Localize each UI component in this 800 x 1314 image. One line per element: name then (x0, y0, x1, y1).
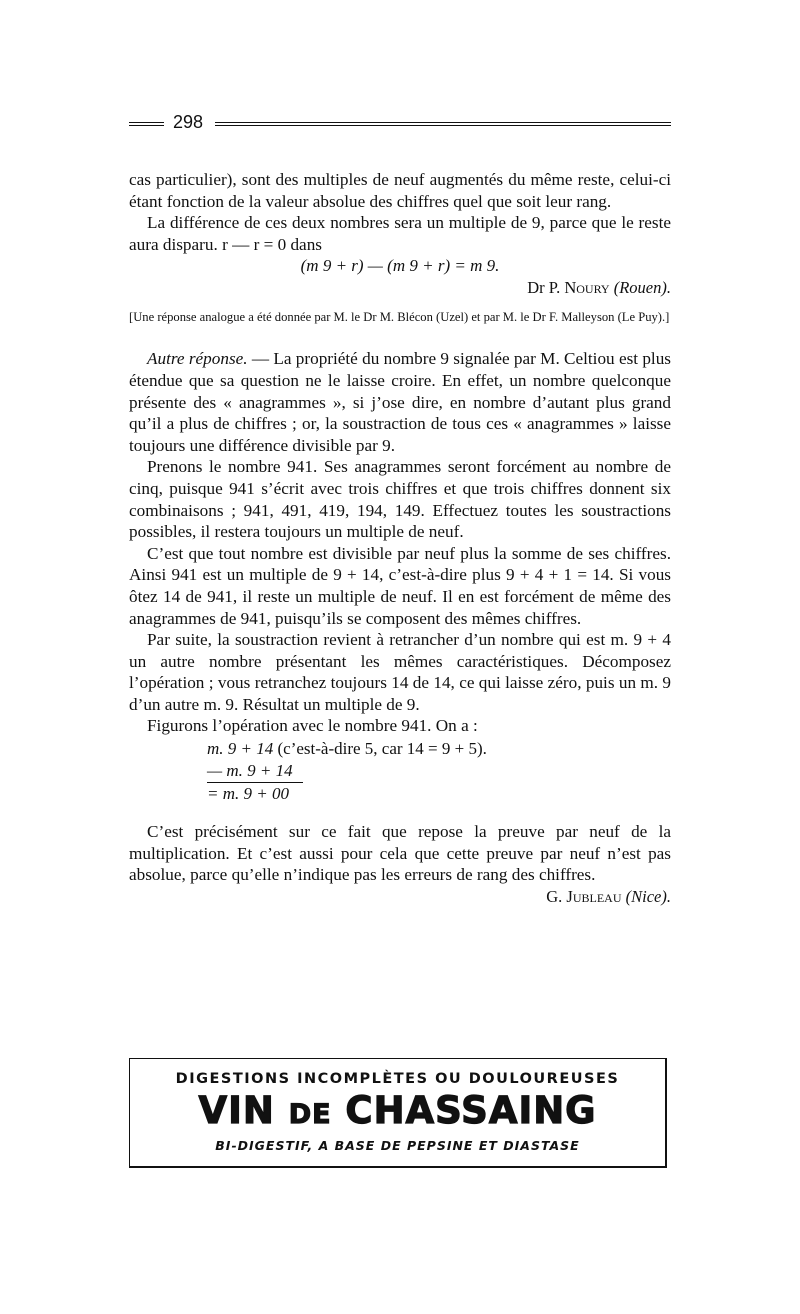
calc-line-3 (207, 783, 671, 805)
ad-product-name (130, 1091, 665, 1135)
ad-product-word-2: DE (288, 1099, 332, 1130)
paragraph-4: Prenons le nombre 941. Ses anagrammes seront forcément au nombre de cinq, puisque 941 s’écrit avec trois chiffres et que trois chiffres donnent six combinaisons ; 941, 491, 419, 194, 149. Effectuez toutes les soustractions possibles, il restera toujours un multiple de neuf. (129, 457, 671, 542)
ad-product-word-3: CHASSAING (331, 1089, 597, 1132)
paragraph-3-body: — La propriété du nombre 9 signalée par M. Celtiou est plus étendue que sa question ne le laisse croire. En effet, un nombre quelconque présente des « anagrammes », si j’ose dire, en nombre d’autant plus grand qu’il a plus de chiffres ; or, la soustraction de tous ces « anagrammes » laisse toujours une différence divisible par 9. (129, 349, 671, 455)
ad-product-word-1: VIN (198, 1089, 289, 1132)
calc-line-2 (207, 760, 671, 783)
signature-place: (Nice). (625, 886, 671, 906)
header-rule-left (129, 122, 164, 126)
advertisement-box (129, 1058, 667, 1168)
header-rule-right (215, 122, 671, 126)
paragraph-7: Figurons l’opération avec le nombre 941. On a : (147, 716, 478, 736)
page-header (129, 112, 671, 134)
paragraph-5: C’est que tout nombre est divisible par neuf plus la somme de ses chiffres. Ainsi 941 est un multiple de 9 + 14, c’est-à-dire plus 9 + 4 + 1 = 14. Si vous ôtez 14 de 941, il reste un multiple de neuf. Il en est forcément de même des anagrammes de 941, puisqu’ils se composent des mêmes chiffres. (129, 543, 671, 628)
formula-line: (m 9 + r) — (m 9 + r) = m 9. (300, 256, 500, 276)
article-page (129, 112, 671, 908)
paragraph-3 (129, 348, 671, 456)
calc-line-2-math: — m. 9 + 14 (207, 760, 303, 783)
signature-jubleau (129, 886, 671, 908)
paragraph-3-lead: Autre réponse. (147, 349, 248, 369)
editor-note: [Une réponse analogue a été donnée par M. le Dr M. Blécon (Uzel) et par M. le Dr F. Malleyson (Le Puy).] (129, 310, 670, 325)
ad-description: BI-DIGESTIF, A BASE DE PEPSINE ET DIASTASE (215, 1138, 580, 1153)
signature-prefix: Dr P. (527, 278, 565, 298)
page-number: 298 (173, 112, 204, 132)
paragraph-2: La différence de ces deux nombres sera un multiple de 9, parce que le reste aura disparu. r — r = 0 dans (129, 213, 671, 254)
calc-line-1-math: m. 9 + 14 (207, 739, 274, 759)
calc-line-1 (207, 738, 671, 760)
ad-tagline: DIGESTIONS INCOMPLÈTES OU DOULOUREUSES (175, 1071, 620, 1087)
calculation-block (207, 738, 671, 805)
signature-place: (Rouen). (613, 278, 671, 298)
paragraph-6: Par suite, la soustraction revient à retrancher d’un nombre qui est m. 9 + 4 un autre nombre présentant les mêmes caractéristiques. Décomposez l’opération ; vous retranchez toujours 14 de 14, ce qui laisse zéro, puis un m. 9 d’un autre m. 9. Résultat un multiple de 9. (129, 630, 671, 714)
calc-line-3-math: = m. 9 + 00 (207, 784, 289, 804)
signature-name: Noury (564, 278, 610, 298)
signature-noury (129, 277, 671, 299)
signature-name: Jubleau (566, 886, 622, 906)
paragraph-1: cas particulier), sont des multiples de neuf augmentés du même reste, celui-ci étant fonction de la valeur absolue des chiffres quel que soit leur rang. (129, 170, 671, 211)
calc-line-1-note: (c’est-à-dire 5, car 14 = 9 + 5). (273, 739, 487, 759)
paragraph-8: C’est précisément sur ce fait que repose la preuve par neuf de la multiplication. Et c’est aussi pour cela que cette preuve par neuf n’est pas absolue, parce qu’elle n’indique pas les erreurs de rang des chiffres. (129, 822, 671, 885)
signature-prefix: G. (546, 886, 567, 906)
